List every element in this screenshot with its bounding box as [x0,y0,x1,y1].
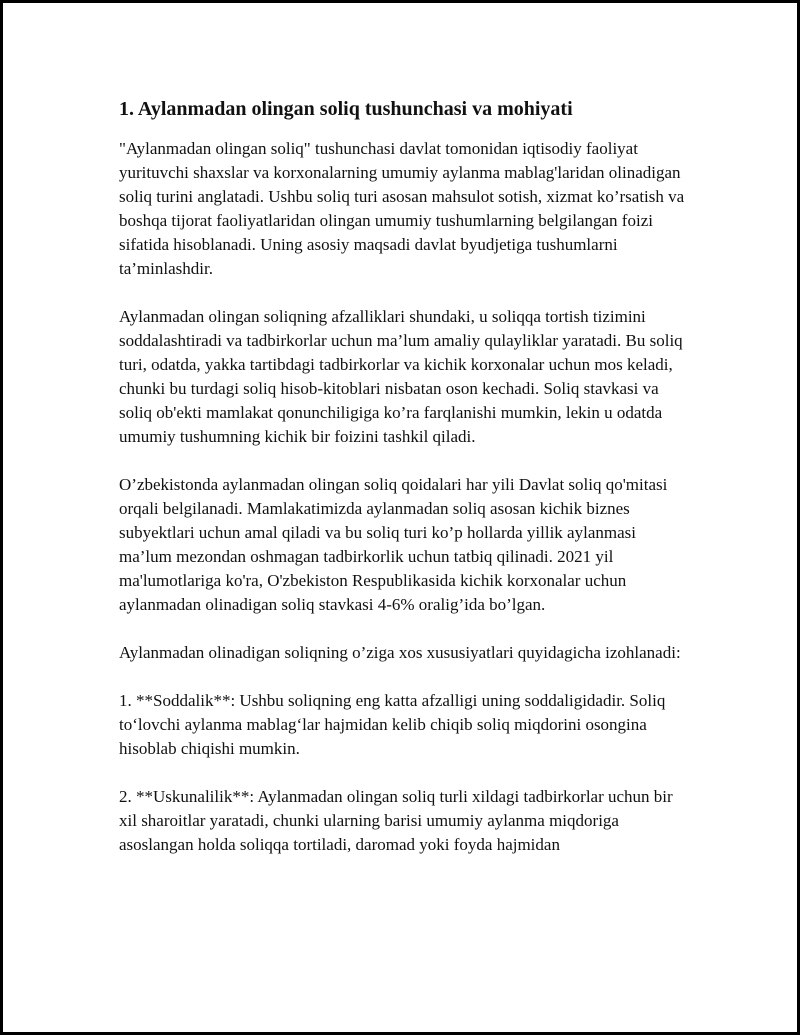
paragraph-advantages: Aylanmadan olingan soliqning afzalliklari shundaki, u soliqqa tortish tizimini soddalashtiradi va tadbirkorlar uchun ma’lum amaliy qulayliklar yaratadi. Bu soliq turi, odatda, yakka tartibdagi tadbirkorlar va kichik korxonalar uchun mos keladi, chunki bu turdagi soliq hisob-kitoblari nisbatan oson kechadi. Soliq stavkasi va soliq ob'ekti mamlakat qonunchiligiga ko’ra farqlanishi mumkin, lekin u odatda umumiy tushumning kichik bir foizini tashkil qiladi. [119,307,683,446]
section-heading: 1. Aylanmadan olingan soliq tushunchasi va mohiyati [119,98,573,120]
paragraph-definition: "Aylanmadan olingan soliq" tushunchasi davlat tomonidan iqtisodiy faoliyat yurituvchi shaxslar va korxonalarning umumiy aylanma mablag'laridan olinadigan soliq turini anglatadi. Ushbu soliq turi asosan mahsulot sotish, xizmat ko’rsatish va boshqa tijorat faoliyatlaridan olingan umumiy tushumlarning belgilangan foizi sifatida hisoblanadi. Uning asosiy maqsadi davlat byudjetiga tushumlarni ta’minlashdir. [119,139,685,278]
paragraph-feature-simplicity: 1. **Soddalik**: Ushbu soliqning eng katta afzalligi uning soddaligidadir. Soliq to‘lovchi aylanma mablag‘lar hajmidan kelib chiqib soliq miqdorini osongina hisoblab chiqishi mumkin. [119,691,666,758]
document-content [119,95,689,881]
paragraph-uzbekistan: O’zbekistonda aylanmadan olingan soliq qoidalari har yili Davlat soliq qo'mitasi orqali belgilanadi. Mamlakatimizda aylanmadan soliq asosan kichik biznes subyektlari uchun amal qiladi va bu soliq turi ko’p hollarda yillik aylanmasi ma’lum mezondan oshmagan tadbirkorlik uchun tatbiq qilinadi. 2021 yil ma'lumotlariga ko'ra, O'zbekiston Respublikasida kichik korxonalar uchun aylanmadan olinadigan soliq stavkasi 4-6% oralig’ida bo’lgan. [119,475,668,614]
paragraph-feature-uniformity: 2. **Uskunalilik**: Aylanmadan olingan soliq turli xildagi tadbirkorlar uchun bir xil sharoitlar yaratadi, chunki ularning barisi umumiy aylanma miqdoriga asoslangan holda soliqqa tortiladi, daromad yoki foyda hajmidan [119,787,673,854]
paragraph-features-intro: Aylanmadan olinadigan soliqning o’ziga xos xususiyatlari quyidagicha izohlanadi: [119,643,681,662]
